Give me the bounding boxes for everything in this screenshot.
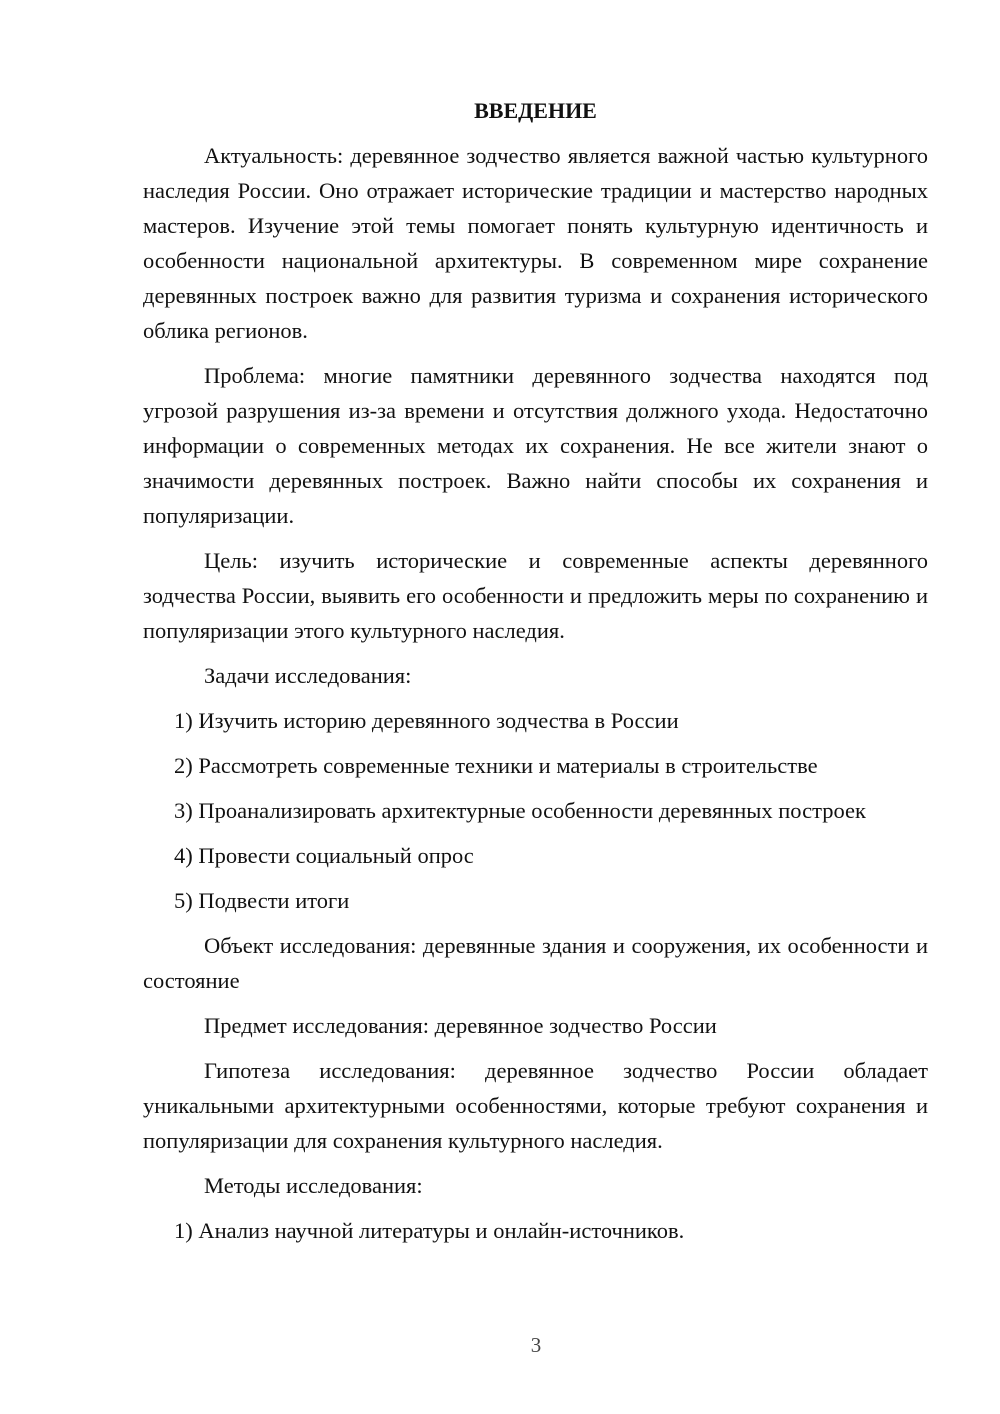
paragraph-problem: Проблема: многие памятники деревянного зодчества находятся под угрозой разрушения из-за времени и отсутствия должного ухода. Недостаточно информации о современных методах их сохранения. Не все жители знают о значимости деревянных построек. Важно найти способы их сохранения и популяризации.	[143, 363, 928, 528]
task-item-5: 5) Подвести итоги	[174, 888, 350, 913]
paragraph-subject: Предмет исследования: деревянное зодчество России	[204, 1013, 717, 1038]
page-number: 3	[530, 1333, 542, 1357]
paragraph-object: Объект исследования: деревянные здания и сооружения, их особенности и состояние	[143, 933, 928, 993]
section-title: ВВЕДЕНИЕ	[474, 98, 597, 123]
page-content	[143, 93, 928, 1258]
task-item-3: 3) Проанализировать архитектурные особенности деревянных построек	[174, 798, 866, 823]
method-item-1: 1) Анализ научной литературы и онлайн-источников.	[174, 1218, 685, 1243]
methods-heading: Методы исследования:	[204, 1173, 423, 1198]
task-item-1: 1) Изучить историю деревянного зодчества в России	[174, 708, 679, 733]
paragraph-hypothesis: Гипотеза исследования: деревянное зодчество России обладает уникальными архитектурными особенностями, которые требуют сохранения и популяризации для сохранения культурного наследия.	[143, 1058, 928, 1153]
task-item-2: 2) Рассмотреть современные техники и материалы в строительстве	[174, 753, 818, 778]
paragraph-goal: Цель: изучить исторические и современные аспекты деревянного зодчества России, выявить его особенности и предложить меры по сохранению и популяризации этого культурного наследия.	[143, 548, 928, 643]
tasks-heading: Задачи исследования:	[204, 663, 412, 688]
task-item-4: 4) Провести социальный опрос	[174, 843, 474, 868]
paragraph-relevance: Актуальность: деревянное зодчество является важной частью культурного наследия России. Оно отражает исторические традиции и мастерство народных мастеров. Изучение этой темы помогает понять культурную идентичность и особенности национальной архитектуры. В современном мире сохранение деревянных построек важно для развития туризма и сохранения исторического облика регионов.	[143, 143, 928, 343]
